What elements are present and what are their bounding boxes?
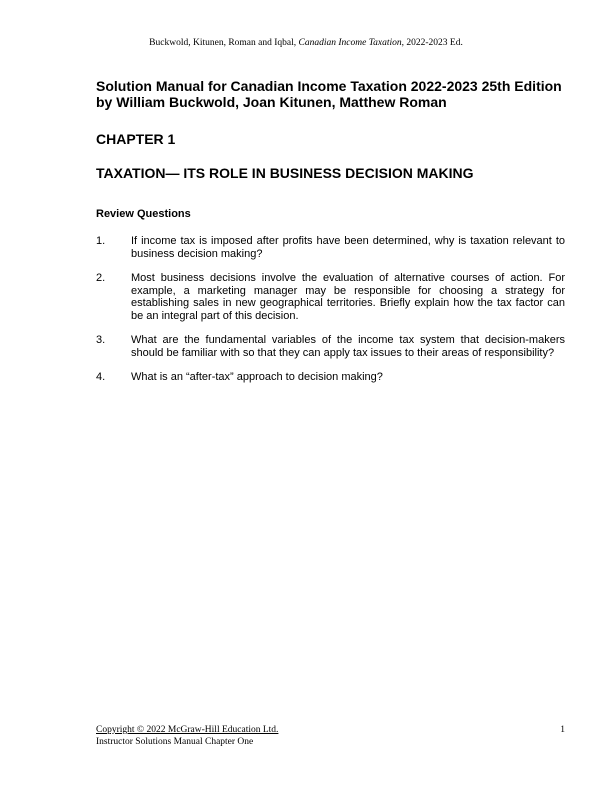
page-number: 1 [560,725,565,735]
page-content [96,78,565,396]
question-number: 3. [96,334,106,346]
question-text: What is an “after-tax” approach to decision making? [131,371,383,383]
document-title [96,78,565,110]
page-footer [96,725,565,748]
header-authors: Buckwold, Kitunen, Roman and Iqbal, [149,38,297,48]
question-text: What are the fundamental variables of the income tax system that decision-makers should be familiar with so that they can apply tax issues to their areas of responsibility? [131,334,565,359]
chapter-number: CHAPTER 1 [96,131,176,147]
question-item [96,334,565,359]
question-number: 1. [96,235,106,247]
question-item [96,371,565,384]
question-number: 2. [96,272,106,284]
question-text: Most business decisions involve the evaluation of alternative courses of action. For example, a marketing manager may be responsible for choosing a strategy for establishing sales in new geographical territories. Briefly explain how the tax factor can be an integral part of this decision. [131,272,565,322]
question-item [96,235,565,260]
chapter-title: TAXATION— ITS ROLE IN BUSINESS DECISION MAKING [96,165,474,181]
question-item [96,272,565,322]
document-title-line-1: Solution Manual for Canadian Income Taxation 2022-2023 25th Edition [96,78,562,94]
header-book-title: Canadian Income Taxation, [298,38,404,48]
copyright-notice: Copyright © 2022 McGraw-Hill Education Ltd. [96,725,279,735]
footer-subtitle: Instructor Solutions Manual Chapter One [96,736,254,747]
document-title-line-2: by William Buckwold, Joan Kitunen, Matthew Roman [96,94,447,110]
question-text: If income tax is imposed after profits have been determined, why is taxation relevant to business decision making? [131,235,565,260]
running-header [0,38,612,48]
question-list [96,235,565,384]
section-heading: Review Questions [96,208,191,220]
question-number: 4. [96,371,106,383]
header-edition: 2022-2023 Ed. [406,38,463,48]
